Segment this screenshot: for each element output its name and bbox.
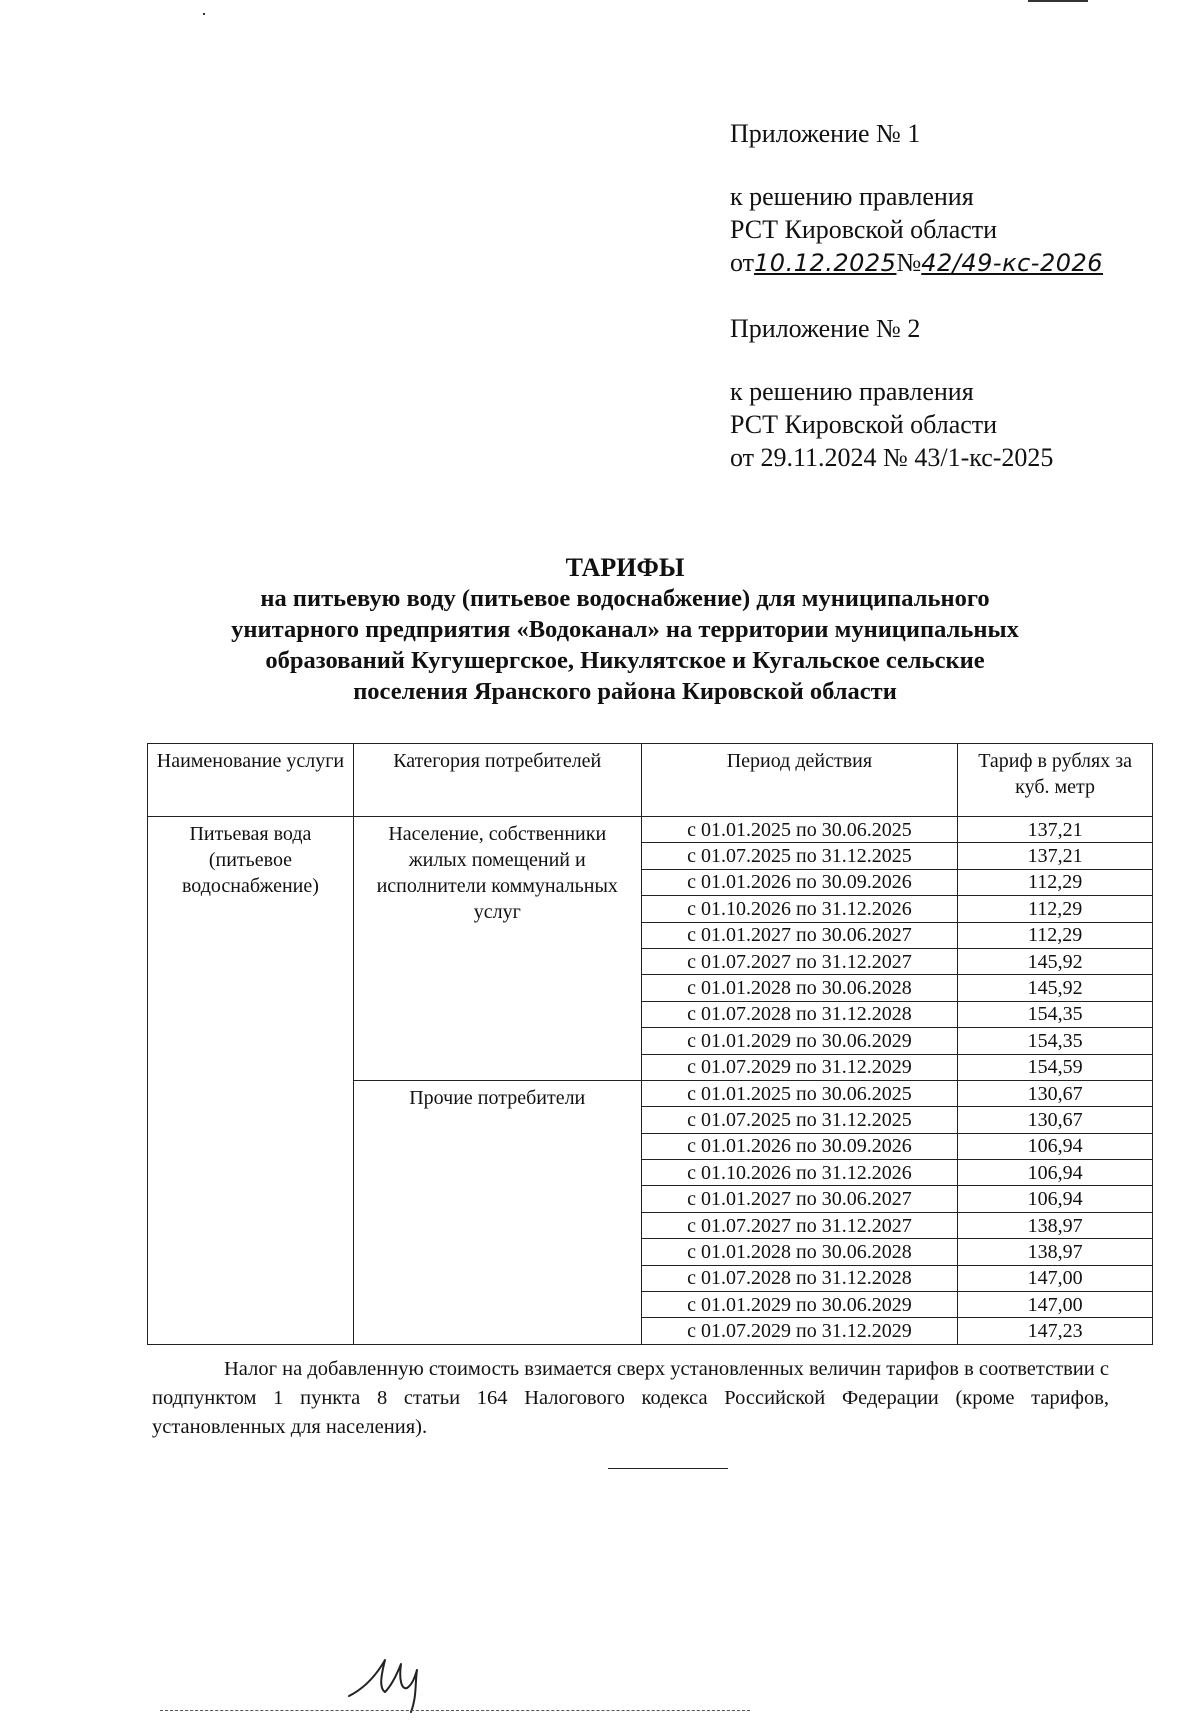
header-service: Наименование услуги (148, 744, 354, 817)
handwritten-date: 10.12.2025 (754, 249, 897, 277)
handwritten-number: 42/49-кс-2026 (921, 249, 1104, 277)
tariff-cell: 154,35 (958, 1028, 1153, 1054)
tariff-table (147, 743, 1153, 1345)
title-line-1: на питьевую воду (питьевое водоснабжение) для муниципального (260, 585, 990, 612)
period-cell: с 01.01.2029 по 30.06.2029 (641, 1292, 958, 1318)
period-cell: с 01.01.2029 по 30.06.2029 (641, 1028, 958, 1054)
from-prefix: от (730, 248, 755, 277)
tariff-cell: 106,94 (958, 1186, 1153, 1212)
period-cell: с 01.01.2025 по 30.06.2025 (641, 1080, 958, 1106)
title-line-2: унитарного предприятия «Водоканал» на территории муниципальных (231, 616, 1019, 643)
scan-mark-top-right (1028, 0, 1088, 2)
appendix-2-header (730, 312, 1170, 474)
tariff-cell: 154,35 (958, 1001, 1153, 1027)
title-line-3: образований Кугушергское, Никулятское и Кугальское сельские (265, 647, 985, 674)
period-cell: с 01.01.2028 по 30.06.2028 (641, 975, 958, 1001)
period-cell: с 01.07.2027 по 31.12.2027 (641, 948, 958, 974)
header-period: Период действия (641, 744, 958, 817)
title-line-4: поселения Яранского района Кировской области (353, 678, 897, 705)
table-header-row (148, 744, 1153, 817)
period-cell: с 01.10.2026 по 31.12.2026 (641, 896, 958, 922)
appendix-1-header (730, 117, 1170, 280)
tariff-cell: 154,59 (958, 1054, 1153, 1080)
appendix-1-decision-ref (730, 246, 1170, 280)
period-cell: с 01.07.2025 по 31.12.2025 (641, 843, 958, 869)
period-cell: с 01.01.2027 по 30.06.2027 (641, 1186, 958, 1212)
table-row (148, 817, 1153, 843)
tariff-cell: 138,97 (958, 1212, 1153, 1238)
header-tariff: Тариф в рублях за куб. метр (958, 744, 1153, 817)
tariff-cell: 106,94 (958, 1160, 1153, 1186)
tariff-cell: 138,97 (958, 1239, 1153, 1265)
tariff-cell: 130,67 (958, 1080, 1153, 1106)
period-cell: с 01.01.2026 по 30.09.2026 (641, 1133, 958, 1159)
category-cell: Население, собственники жилых помещений и исполнители коммунальных услуг (353, 817, 641, 1081)
tariff-cell: 130,67 (958, 1107, 1153, 1133)
title-main: ТАРИФЫ (565, 553, 685, 582)
appendix-1-title: Приложение № 1 (730, 119, 921, 148)
appendix-2-line-1: к решению правления (730, 377, 974, 406)
period-cell: с 01.07.2027 по 31.12.2027 (641, 1212, 958, 1238)
bottom-scan-line (160, 1710, 750, 1711)
appendix-2-line-2: РСТ Кировской области (730, 410, 998, 439)
tariff-cell: 112,29 (958, 869, 1153, 895)
scan-dot (203, 13, 205, 15)
appendix-1-line-2: РСТ Кировской области (730, 215, 998, 244)
tariff-cell: 112,29 (958, 896, 1153, 922)
period-cell: с 01.07.2025 по 31.12.2025 (641, 1107, 958, 1133)
appendix-1-line-1: к решению правления (730, 182, 974, 211)
number-sign: № (896, 248, 922, 277)
tariff-cell: 145,92 (958, 948, 1153, 974)
period-cell: с 01.07.2029 по 31.12.2029 (641, 1054, 958, 1080)
tariff-cell: 106,94 (958, 1133, 1153, 1159)
tariff-cell: 137,21 (958, 843, 1153, 869)
period-cell: с 01.01.2027 по 30.06.2027 (641, 922, 958, 948)
period-cell: с 01.07.2028 по 31.12.2028 (641, 1265, 958, 1291)
period-cell: с 01.07.2029 по 31.12.2029 (641, 1318, 958, 1344)
document-title (150, 552, 1100, 707)
signature-icon (345, 1640, 455, 1725)
tariff-cell: 147,00 (958, 1265, 1153, 1291)
tariff-cell: 147,00 (958, 1292, 1153, 1318)
period-cell: с 01.01.2025 по 30.06.2025 (641, 817, 958, 843)
tariff-cell: 147,23 (958, 1318, 1153, 1344)
appendix-2-title: Приложение № 2 (730, 314, 921, 343)
service-cell: Питьевая вода (питьевое водоснабжение) (148, 817, 354, 1345)
tariff-cell: 112,29 (958, 922, 1153, 948)
tariff-cell: 137,21 (958, 817, 1153, 843)
period-cell: с 01.07.2028 по 31.12.2028 (641, 1001, 958, 1027)
tariff-cell: 145,92 (958, 975, 1153, 1001)
end-divider (608, 1468, 728, 1469)
header-category: Категория потребителей (353, 744, 641, 817)
vat-note: Налог на добавленную стоимость взимается сверх установленных величин тарифов в соответствии с подпунктом 1 пункта 8 статьи 164 Налогового кодекса Российской Федерации (кроме тарифов, установленных для населения). (152, 1358, 1109, 1438)
category-cell: Прочие потребители (353, 1080, 641, 1344)
period-cell: с 01.01.2028 по 30.06.2028 (641, 1239, 958, 1265)
period-cell: с 01.01.2026 по 30.09.2026 (641, 869, 958, 895)
appendix-2-line-3: от 29.11.2024 № 43/1-кс-2025 (730, 443, 1054, 472)
period-cell: с 01.10.2026 по 31.12.2026 (641, 1160, 958, 1186)
